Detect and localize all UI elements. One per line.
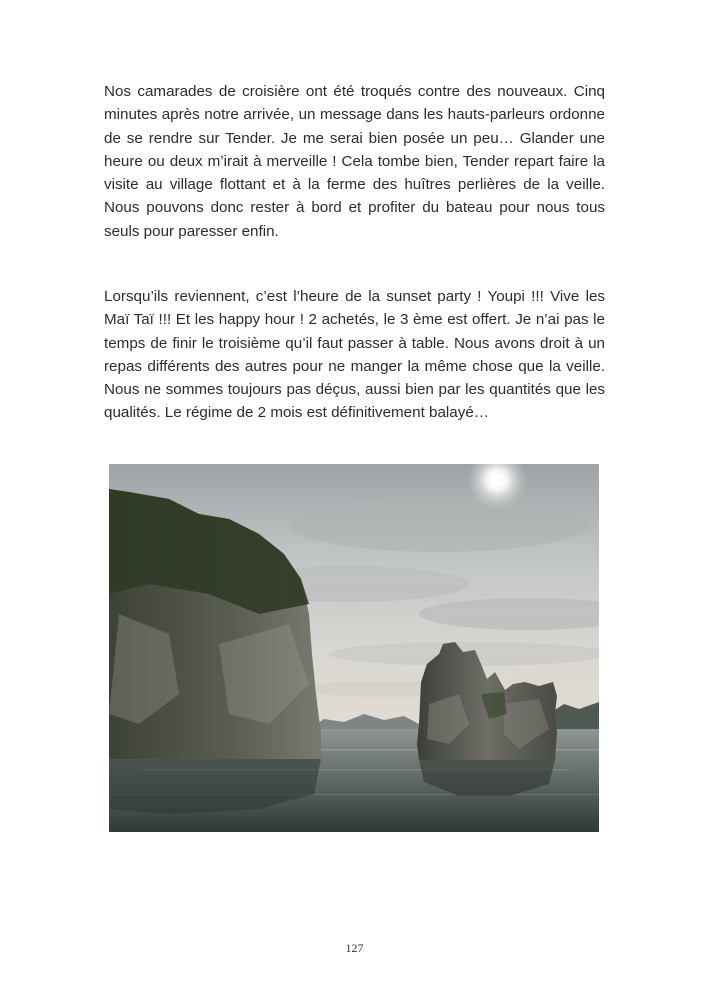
photo-karst-islands-sunset bbox=[109, 464, 599, 832]
photo-illustration bbox=[109, 464, 599, 832]
body-paragraph-1: Nos camarades de croisière ont été troqués contre des nouveaux. Cinq minutes après notre arrivée, un message dans les hauts-parleurs ordonne de se rendre sur Tender. Je me serai bien posée un peu… Glander une heure ou deux m’irait à merveille ! Cela tombe bien, Tender repart faire la visite au village flottant et à la ferme des huîtres perlières de la veille. Nous pouvons donc rester à bord et profiter du bateau pour nous tous seuls pour paresser enfin. bbox=[104, 83, 605, 240]
page-number: 127 bbox=[345, 941, 364, 955]
sun-core bbox=[490, 473, 504, 487]
body-paragraph-2: Lorsqu’ils reviennent, c’est l’heure de la sunset party ! Youpi !!! Vive les Maï Taï !!! Et les happy hour ! 2 achetés, le 3 ème est offert. Je n’ai pas le temps de finir le troisième qu’il faut passer à table. Nous avons droit à un repas différents des autres pour ne manger la même chose que la veille. Nous ne sommes toujours pas déçus, aussi bien par les quantités que les qualités. Le régime de 2 mois est définitivement balayé… bbox=[104, 288, 605, 422]
